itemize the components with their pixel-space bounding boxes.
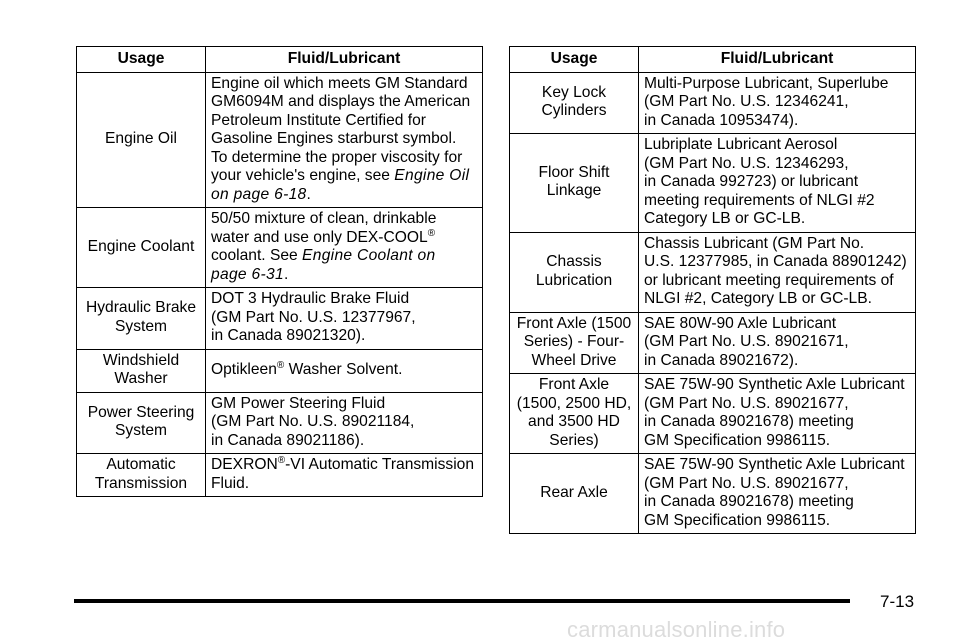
footer-rule [74, 599, 850, 603]
fluid-cell: DEXRON®-VI Automatic Transmission Fluid. [206, 454, 483, 497]
watermark: carmanualsonline.info [567, 617, 786, 642]
usage-cell: Front Axle (1500, 2500 HD, and 3500 HD Series) [510, 374, 639, 454]
usage-header: Usage [77, 47, 206, 73]
fluid-cell: SAE 75W-90 Synthetic Axle Lubricant (GM Part No. U.S. 89021677, in Canada 89021678) meeting GM Specification 9986115. [639, 454, 916, 534]
fluid-cell: GM Power Steering Fluid (GM Part No. U.S. 89021184, in Canada 89021186). [206, 392, 483, 454]
usage-cell: Windshield Washer [77, 349, 206, 392]
table-row [510, 312, 916, 374]
fluid-cell: DOT 3 Hydraulic Brake Fluid (GM Part No. U.S. 12377967, in Canada 89021320). [206, 288, 483, 350]
fluid-cell: Chassis Lubricant (GM Part No. U.S. 12377985, in Canada 88901242) or lubricant meeting requirements of NLGI #2, Category LB or GC-LB. [639, 232, 916, 312]
usage-cell: Engine Oil [77, 72, 206, 208]
registered-mark: ® [276, 359, 285, 371]
usage-header: Usage [510, 47, 639, 73]
cross-reference-link[interactable]: on page 6-18 [211, 185, 307, 203]
page-number: 7-13 [880, 592, 915, 611]
left-fluid-table [76, 46, 483, 497]
right-fluid-table [509, 46, 916, 534]
usage-cell: Chassis Lubrication [510, 232, 639, 312]
fluid-cell: 50/50 mixture of clean, drinkable water and use only DEX-COOL® coolant. See Engine Coolant on page 6-31. [206, 208, 483, 288]
fluid-cell: Multi-Purpose Lubricant, Superlube (GM Part No. U.S. 12346241, in Canada 10953474). [639, 72, 916, 134]
usage-cell: Engine Coolant [77, 208, 206, 288]
registered-mark: ® [427, 227, 436, 239]
usage-cell: Automatic Transmission [77, 454, 206, 497]
usage-cell: Rear Axle [510, 454, 639, 534]
table-header-row [77, 47, 483, 73]
usage-cell: Power Steering System [77, 392, 206, 454]
table-row [77, 208, 483, 288]
fluid-cell: Engine oil which meets GM Standard GM6094M and displays the American Petroleum Institute Certified for Gasoline Engines starburst symbol. To determine the proper viscosity for your vehicle's engine, see Engine Oil on page 6-18. [206, 72, 483, 208]
cross-reference-link[interactable]: page 6-31 [211, 265, 284, 283]
table-row [77, 288, 483, 350]
usage-cell: Key Lock Cylinders [510, 72, 639, 134]
table-row [510, 374, 916, 454]
fluid-cell: SAE 80W-90 Axle Lubricant (GM Part No. U.S. 89021671, in Canada 89021672). [639, 312, 916, 374]
registered-mark: ® [277, 454, 286, 466]
fluid-cell: Optikleen® Washer Solvent. [206, 349, 483, 392]
usage-cell: Floor Shift Linkage [510, 134, 639, 233]
fluid-header: Fluid/Lubricant [206, 47, 483, 73]
usage-cell: Front Axle (1500 Series) - Four- Wheel Drive [510, 312, 639, 374]
fluid-cell: Lubriplate Lubricant Aerosol (GM Part No. U.S. 12346293, in Canada 992723) or lubricant meeting requirements of NLGI #2 Category LB or GC-LB. [639, 134, 916, 233]
table-row [510, 134, 916, 233]
cross-reference-link[interactable]: Engine Oil [394, 167, 470, 184]
table-row [510, 232, 916, 312]
table-row [510, 72, 916, 134]
table-row [510, 454, 916, 534]
table-row [77, 392, 483, 454]
fluid-cell: SAE 75W-90 Synthetic Axle Lubricant (GM Part No. U.S. 89021677, in Canada 89021678) meeting GM Specification 9986115. [639, 374, 916, 454]
usage-cell: Hydraulic Brake System [77, 288, 206, 350]
table-header-row [510, 47, 916, 73]
table-row [77, 72, 483, 208]
table-row [77, 349, 483, 392]
cross-reference-link[interactable]: Engine Coolant on [302, 247, 436, 264]
table-row [77, 454, 483, 497]
fluid-header: Fluid/Lubricant [639, 47, 916, 73]
